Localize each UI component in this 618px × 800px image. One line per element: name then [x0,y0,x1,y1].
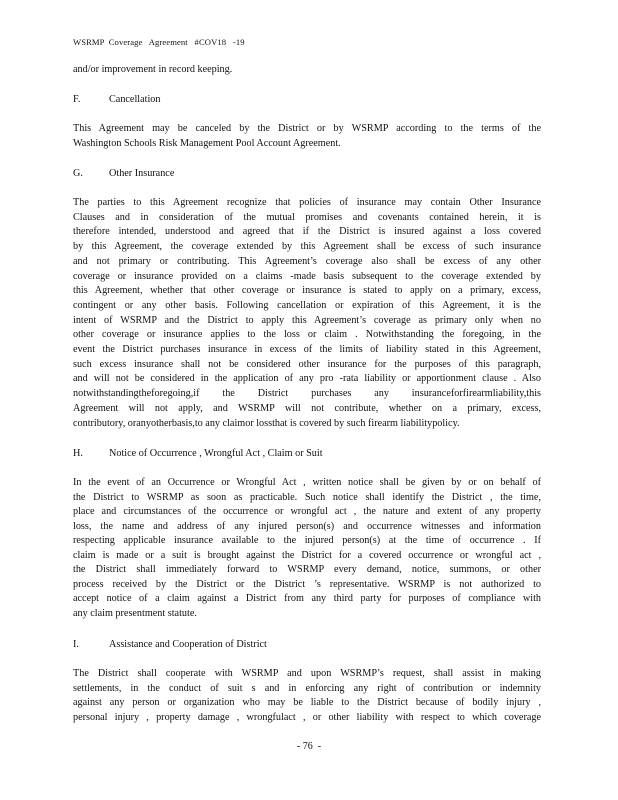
heading-title: Assistance and Cooperation of District [109,639,267,650]
heading-g [73,168,174,180]
paragraph-line: and/or improvement in record keeping. [73,64,233,75]
paragraph-line: Washington Schools Risk Management Pool Account Agreement. [73,138,341,149]
heading-h [73,448,323,460]
heading-letter: I. [73,639,79,650]
paragraph-line: accept notice of a claim against a District from any third party for purposes of compliance with [73,593,541,604]
paragraph-line: personal injury , property damage , wrongfulact , or other liability with respect to which coverage [73,711,541,723]
paragraph-line: any claim presentment statute. [73,607,197,619]
paragraph-line: and not primary or contributing. This Agreement’s coverage also shall be excess of any other [73,255,541,267]
paragraph-line: the District to WSRMP as soon as practicable. Such notice shall identify the District , the time, [73,491,541,503]
heading-letter: H. [73,448,83,459]
paragraph-line: coverage or insurance provided on a claims -made basis subsequent to the coverage extended by [73,270,541,282]
heading-title: Other Insurance [109,168,175,179]
paragraph-line: therefore intended, understood and agreed that if the District is insured against a loss covered [73,226,541,238]
paragraph-line: contributory, oranyotherbasis,to any claimor lossthat is covered by such firearm liabilitypolicy. [73,417,460,429]
paragraph-line: this Agreement, whether that other coverage or insurance is stated to apply on a primary, excess, [73,285,541,297]
paragraph-line: claim is made or a suit is brought against the District for a covered occurrence or wrongful act , [73,549,541,561]
heading-f [73,94,161,106]
paragraph-line: This Agreement may be canceled by the District or by WSRMP according to the terms of the [73,123,541,134]
paragraph-line: contingent or any other basis. Following cancellation or expiration of this Agreement, it is the [73,299,541,311]
paragraph-line: and will not be considered in the application of any pro -rata liability or apportionment clause . Also [73,373,541,385]
paragraph-line: In the event of an Occurrence or Wrongful Act , written notice shall be given by or on behalf of [73,477,541,488]
paragraph-line: the District shall immediately forward to WSRMP every demand, notice, summons, or other [73,564,541,575]
paragraph-line: other coverage or insurance applies to the loss or claim . Notwithstanding the foregoing, in the [73,329,541,341]
paragraph-line: The District shall cooperate with WSRMP and upon WSRMP’s request, shall assist in making [73,668,541,679]
heading-letter: F. [73,94,81,105]
paragraph-line: notwithstandingtheforegoing,if the District purchases any insuranceforfirearmliability,this [73,388,541,400]
heading-title: Notice of Occurrence , Wrongful Act , Claim or Suit [109,448,323,459]
paragraph-line: place and circumstances of the occurrence or wrongful act , the nature and extent of any property [73,506,541,517]
paragraph-line: against any person or organization who may be liable to the District because of bodily injury , [73,697,541,708]
paragraph-line: loss, the name and address of any injured person(s) and occurrence witnesses and information [73,520,541,532]
paragraph-line: settlements, in the conduct of suit s and in enforcing any right of contribution or indemnity [73,682,541,694]
running-header: WSRMP Coverage Agreement #COV18 -19 [73,37,245,47]
paragraph-line: such excess insurance shall not be considered other insurance for the purposes of this paragraph, [73,358,541,370]
paragraph-line: The parties to this Agreement recognize that policies of insurance may contain Other Insurance [73,197,541,208]
paragraph-line: event the District purchases insurance in excess of the limits of liability stated in this Agreement, [73,344,541,355]
paragraph-line: respecting applicable insurance available to the injured person(s) at the time of occurrence . If [73,535,541,546]
paragraph-line: by this Agreement, the coverage extended by this Agreement shall be excess of such insurance [73,241,541,253]
page-number: - 76 - [296,741,322,752]
paragraph-line: Clauses and in consideration of the mutual promises and covenants contained herein, it is [73,211,541,223]
heading-i [73,639,267,651]
heading-letter: G. [73,168,83,179]
paragraph-line: intent of WSRMP and the District to apply this Agreement’s coverage as primary only when no [73,314,541,326]
paragraph-line: Agreement will not apply, and WSRMP will not contribute, whether on a primary, excess, [73,402,541,414]
paragraph-line: process received by the District or the District ’s representative. WSRMP is not authorized to [73,578,541,590]
heading-title: Cancellation [109,94,161,105]
